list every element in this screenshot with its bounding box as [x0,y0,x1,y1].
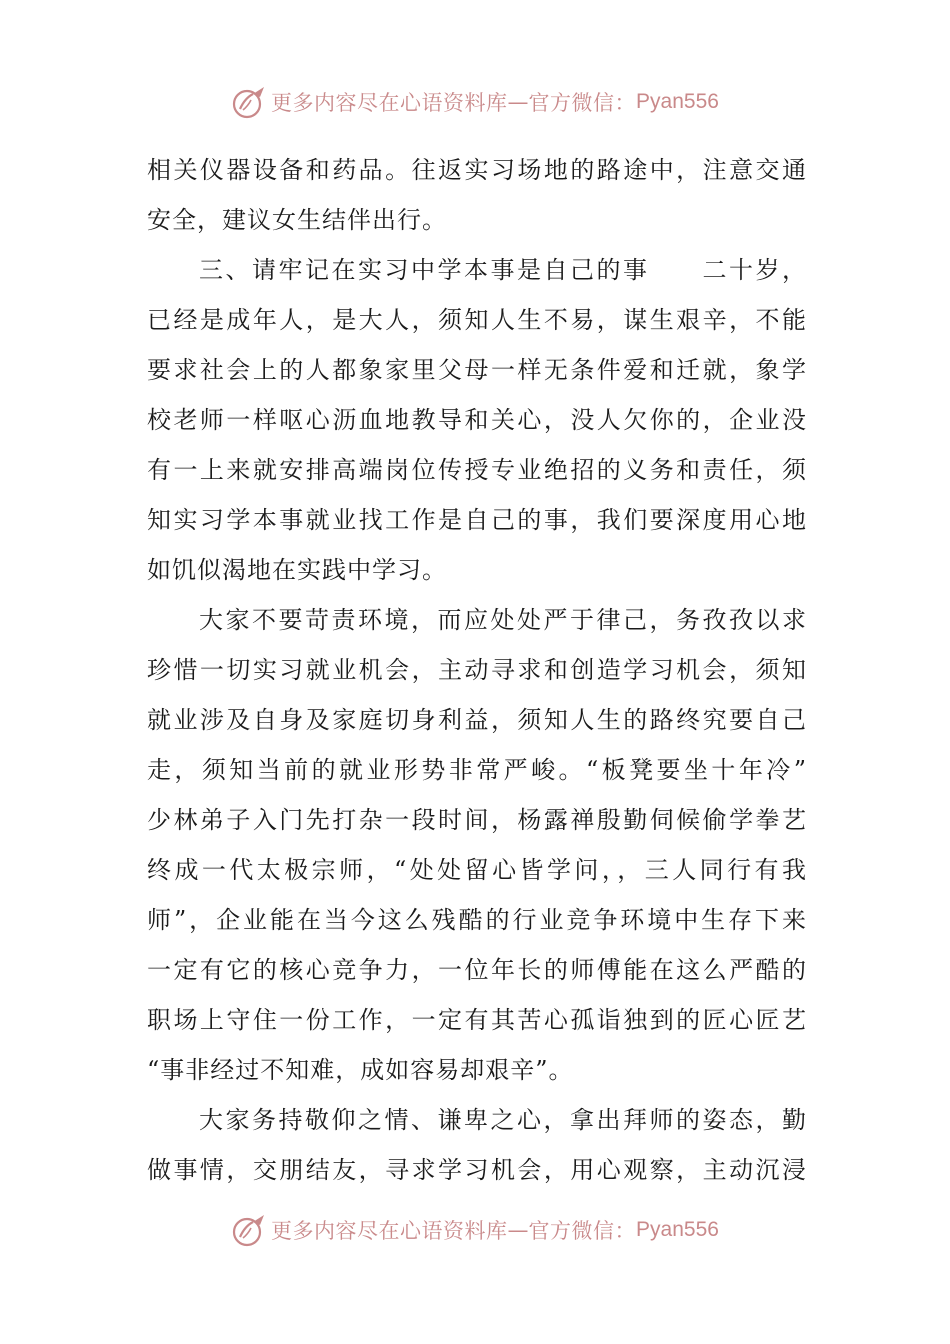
pen-logo-icon [231,1212,267,1248]
text-line: “事非经过不知难，成如容易却艰辛”。 [147,1056,574,1084]
banner-id: Pyan556 [636,1218,719,1241]
text-line: 就业涉及自身及家庭切身利益，须知人生的路终究要自己 [147,706,807,734]
text-line: 一定有它的核心竞争力，一位年长的师傅能在这么严酷的 [147,956,807,984]
text-line: 知实习学本事就业找工作是自己的事，我们要深度用心地 [147,506,807,534]
banner-separator: — [507,1218,529,1242]
banner-separator: — [507,90,529,114]
banner-label: 官方微信： [528,1219,637,1243]
text-line: 校老师一样呕心沥血地教导和关心，没人欠你的，企业没 [147,406,807,434]
text-line: 安全，建议女生结伴出行。 [147,206,447,234]
footer-watermark-banner [0,1208,950,1252]
text-line: 师”，企业能在当今这么残酷的行业竞争环境中生存下来 [147,906,807,934]
text-line: 珍惜一切实习就业机会，主动寻求和创造学习机会，须知 [147,656,807,684]
text-line: 三、请牢记在实习中学本事是自己的事 二十岁， [199,256,807,284]
header-watermark-banner [0,80,950,124]
text-line: 少林弟子入门先打杂一段时间，杨露禅殷勤伺候偷学拳艺 [147,806,807,834]
text-line: 有一上来就安排高端岗位传授专业绝招的义务和责任，须 [147,456,807,484]
banner-text: 更多内容尽在心语资料库 [271,1219,508,1243]
text-line: 已经是成年人，是大人，须知人生不易，谋生艰辛，不能 [147,306,807,334]
banner-id: Pyan556 [636,90,719,113]
text-line: 如饥似渴地在实践中学习。 [147,556,447,584]
text-line: 要求社会上的人都象家里父母一样无条件爱和迁就，象学 [147,356,807,384]
banner-text: 更多内容尽在心语资料库 [271,91,508,115]
text-line: 大家不要苛责环境，而应处处严于律己，务孜孜以求 [199,606,807,634]
text-line: 走，须知当前的就业形势非常严峻。“板凳要坐十年冷” [147,756,807,784]
text-line: 终成一代太极宗师，“处处留心皆学问，，三人同行有我 [147,856,807,884]
text-line: 职场上守住一份工作，一定有其苦心孤诣独到的匠心匠艺 [147,1006,807,1034]
text-line: 做事情，交朋结友，寻求学习机会，用心观察，主动沉浸 [147,1156,807,1184]
pen-logo-icon [231,84,267,120]
banner-label: 官方微信： [528,91,637,115]
text-line: 相关仪器设备和药品。往返实习场地的路途中，注意交通 [147,156,807,184]
text-line: 大家务持敬仰之情、谦卑之心，拿出拜师的姿态，勤 [199,1106,807,1134]
